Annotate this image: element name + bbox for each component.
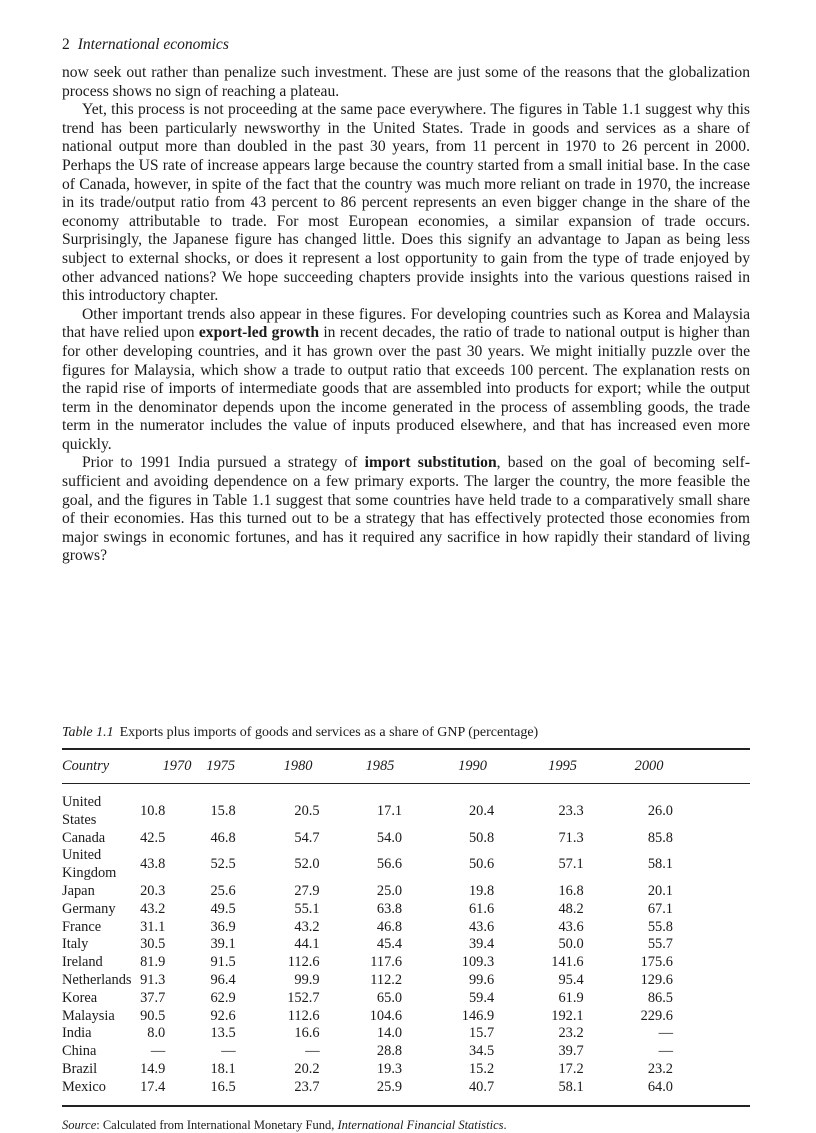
value-cell: 20.1 <box>647 882 673 899</box>
value-cell: 23.2 <box>647 1060 673 1077</box>
value-cell: 63.8 <box>376 900 403 917</box>
column-header-year: 1995 <box>548 749 634 784</box>
value-cell: 192.1 <box>551 1007 584 1024</box>
value-cell: 16.8 <box>558 882 584 899</box>
value-cell: 43.6 <box>468 918 495 935</box>
table-row <box>62 1079 750 1106</box>
table-row <box>62 847 750 883</box>
value-cell: 81.9 <box>140 954 166 971</box>
value-cell: 44.1 <box>294 936 320 953</box>
value-cell: 112.6 <box>287 1007 320 1024</box>
country-cell: India <box>62 1025 92 1042</box>
value-cell: 64.0 <box>647 1078 673 1095</box>
value-cell: 23.3 <box>558 802 584 819</box>
table-header-row <box>62 749 750 784</box>
value-cell: 55.8 <box>647 918 673 935</box>
country-cell: United States <box>62 794 102 828</box>
value-cell: 34.5 <box>468 1043 495 1060</box>
column-header-year: 1975 <box>206 749 283 784</box>
country-cell: Korea <box>62 989 98 1006</box>
value-cell: 61.6 <box>468 900 495 917</box>
value-cell: 104.6 <box>369 1007 403 1024</box>
value-cell: 67.1 <box>647 900 673 917</box>
table-caption <box>62 724 750 742</box>
paragraph <box>62 101 750 306</box>
value-cell: 141.6 <box>551 954 584 971</box>
value-cell: 152.7 <box>287 989 320 1006</box>
value-cell: 43.2 <box>140 900 166 917</box>
value-cell: 43.6 <box>558 918 584 935</box>
table-body <box>62 784 750 1106</box>
value-cell: 99.9 <box>294 971 320 988</box>
body-text <box>62 64 750 566</box>
paragraph <box>62 454 750 566</box>
value-cell: 17.1 <box>376 802 403 819</box>
source-title: International Financial Statistics <box>337 1117 504 1132</box>
country-cell: China <box>62 1043 97 1060</box>
value-cell: 86.5 <box>647 989 673 1006</box>
value-cell: — <box>658 1043 673 1060</box>
value-cell: — <box>658 1025 673 1042</box>
value-cell: 25.0 <box>376 882 403 899</box>
value-cell: 50.6 <box>468 856 495 873</box>
country-cell: Brazil <box>62 1060 98 1077</box>
country-cell: Japan <box>62 882 95 899</box>
value-cell: 91.3 <box>140 971 166 988</box>
value-cell: 109.3 <box>461 954 495 971</box>
value-cell: 175.6 <box>640 954 673 971</box>
value-cell: 61.9 <box>558 989 584 1006</box>
value-cell: 39.1 <box>210 936 236 953</box>
value-cell: 14.0 <box>376 1025 403 1042</box>
table-row <box>62 1061 750 1079</box>
paragraph-text: Prior to 1991 India pursued a strategy of <box>82 454 365 472</box>
value-cell: 15.2 <box>468 1060 495 1077</box>
value-cell: 46.8 <box>210 829 236 846</box>
value-cell: 85.8 <box>647 829 673 846</box>
paragraph-text: in recent decades, the ratio of trade to national output is higher than for other developing countries, and it has grown over the past 30 years. We might initially puzzle over the figures for Malaysia, which show a trade to output ratio that exceeds 100 percent. The explanation rests on the rapid rise of imports of intermediate goods that are assembled into products for export; while the output term in the denominator depends upon the income generated in the process of assembling goods, the trade term in the numerator includes the value of inputs produced elsewhere, and that has increased even more quickly. <box>62 324 750 453</box>
value-cell: 65.0 <box>376 989 403 1006</box>
column-header-year: 1990 <box>458 749 548 784</box>
value-cell: 90.5 <box>140 1007 166 1024</box>
table-caption-label: Table 1.1 <box>62 725 114 740</box>
value-cell: — <box>150 1043 166 1060</box>
value-cell: 43.2 <box>294 918 320 935</box>
page-number: 2 <box>62 36 70 53</box>
value-cell: 57.1 <box>558 856 584 873</box>
value-cell: 58.1 <box>647 856 673 873</box>
value-cell: 37.7 <box>140 989 166 1006</box>
source-text: : Calculated from International Monetary Fund, <box>96 1117 338 1132</box>
value-cell: 96.4 <box>210 971 236 988</box>
table-row <box>62 990 750 1008</box>
table-row <box>62 1008 750 1026</box>
paragraph <box>62 306 750 455</box>
value-cell: 91.5 <box>210 954 236 971</box>
value-cell: 20.2 <box>294 1060 320 1077</box>
value-cell: 26.0 <box>647 802 673 819</box>
value-cell: 27.9 <box>294 882 320 899</box>
value-cell: 52.5 <box>210 856 236 873</box>
value-cell: 48.2 <box>558 900 584 917</box>
column-header-year: 1985 <box>366 749 459 784</box>
value-cell: 16.6 <box>294 1025 320 1042</box>
source-end: . <box>503 1117 507 1132</box>
value-cell: 42.5 <box>140 829 166 846</box>
paragraph-text: now seek out rather than penalize such investment. These are just some of the reasons that the globalization process shows no sign of reaching a plateau. <box>62 64 750 100</box>
running-head <box>62 36 229 54</box>
data-table <box>62 748 750 1107</box>
table-row <box>62 901 750 919</box>
value-cell: 56.6 <box>376 856 403 873</box>
column-header-year: 2000 <box>635 749 750 784</box>
value-cell: 39.7 <box>558 1043 584 1060</box>
value-cell: 28.8 <box>376 1043 403 1060</box>
country-cell: Germany <box>62 900 116 917</box>
value-cell: 49.5 <box>210 900 236 917</box>
paragraph <box>62 64 750 101</box>
value-cell: 71.3 <box>558 829 584 846</box>
value-cell: 43.8 <box>140 856 166 873</box>
country-cell: Canada <box>62 829 106 846</box>
column-header-year: 1980 <box>284 749 366 784</box>
value-cell: 20.4 <box>468 802 495 819</box>
column-header-year: 1970 <box>137 749 207 784</box>
value-cell: 16.5 <box>210 1078 236 1095</box>
value-cell: 23.2 <box>558 1025 584 1042</box>
key-term: export-led growth <box>198 324 319 342</box>
value-cell: 23.7 <box>294 1078 320 1095</box>
value-cell: 62.9 <box>210 989 236 1006</box>
value-cell: 40.7 <box>468 1078 495 1095</box>
table-source-note <box>62 1117 750 1133</box>
value-cell: 14.9 <box>140 1060 166 1077</box>
value-cell: 25.6 <box>210 882 236 899</box>
country-cell: Italy <box>62 936 89 953</box>
country-cell: United Kingdom <box>62 847 117 882</box>
value-cell: 52.0 <box>294 856 320 873</box>
country-cell: Ireland <box>62 954 103 971</box>
table-row <box>62 954 750 972</box>
value-cell: — <box>221 1043 236 1060</box>
value-cell: 19.8 <box>468 882 495 899</box>
running-head-title: International economics <box>77 36 229 53</box>
table-row <box>62 883 750 901</box>
table-row <box>62 919 750 937</box>
value-cell: 15.7 <box>468 1025 495 1042</box>
value-cell: 19.3 <box>376 1060 403 1077</box>
value-cell: 17.2 <box>558 1060 584 1077</box>
value-cell: 45.4 <box>376 936 403 953</box>
country-cell: Netherlands <box>62 971 132 988</box>
value-cell: 10.8 <box>140 802 166 819</box>
table-row <box>62 1025 750 1043</box>
table-row <box>62 784 750 830</box>
country-cell: Mexico <box>62 1078 106 1095</box>
key-term: import substitution <box>364 454 497 472</box>
value-cell: 15.8 <box>210 802 236 819</box>
table-1-1 <box>62 724 750 1133</box>
table-row <box>62 830 750 848</box>
value-cell: 20.3 <box>140 882 166 899</box>
paragraph-text: Other important trends also appear in these figures. For developing countries such as Korea and Malaysia that have relied upon <box>62 305 750 342</box>
value-cell: 36.9 <box>210 918 236 935</box>
paragraph-text: , based on the goal of becoming self-sufficient and avoiding dependence on a few primary exports. The larger the country, the more feasible the goal, and the figures in Table 1.1 suggest that some countries have held trade to a comparatively small share of their economies. Has this turned out to be a strategy that has effectively protected those economies from major swings in economic fortunes, and has it required any sacrifice in how rapidly their standard of living grows? <box>62 454 751 565</box>
value-cell: 31.1 <box>140 918 166 935</box>
value-cell: 55.7 <box>647 936 673 953</box>
value-cell: 54.0 <box>376 829 403 846</box>
column-header-country: Country <box>62 749 137 784</box>
value-cell: 95.4 <box>558 971 584 988</box>
value-cell: — <box>305 1043 320 1060</box>
table-row <box>62 1043 750 1061</box>
value-cell: 50.8 <box>468 829 495 846</box>
paragraph-text: Yet, this process is not proceeding at the same pace everywhere. The figures in Table 1.1 suggest why this trend has been particularly newsworthy in the United States. Trade in goods and services as a share of national output more than doubled in the past 30 years, from 11 percent in 1970 to 26 percent in 2000. Perhaps the US rate of increase appears large because the country started from a small initial base. In the case of Canada, however, in spite of the fact that the country was much more reliant on trade in 1970, the increase in its trade/output ratio from 43 percent to 86 percent represents an even bigger change in the share of the economy attributable to trade. For most European economies, a similar expansion of trade occurs. Surprisingly, the Japanese figure has changed little. Does this signify an advantage to Japan as being less subject to external shocks, or does it represent a lost opportunity to gain from the type of trade enjoyed by other advanced nations? We hope succeeding chapters provide insights into the various questions raised in this introductory chapter. <box>62 101 750 305</box>
value-cell: 117.6 <box>370 954 403 971</box>
country-cell: France <box>62 918 102 935</box>
value-cell: 13.5 <box>210 1025 236 1042</box>
value-cell: 59.4 <box>468 989 495 1006</box>
value-cell: 229.6 <box>640 1007 673 1024</box>
value-cell: 20.5 <box>294 802 320 819</box>
value-cell: 39.4 <box>468 936 495 953</box>
table-row <box>62 972 750 990</box>
value-cell: 58.1 <box>558 1078 584 1095</box>
value-cell: 18.1 <box>210 1060 236 1077</box>
country-cell: Malaysia <box>62 1007 115 1024</box>
value-cell: 99.6 <box>468 971 495 988</box>
value-cell: 129.6 <box>640 971 673 988</box>
value-cell: 50.0 <box>558 936 584 953</box>
value-cell: 55.1 <box>294 900 320 917</box>
table-row <box>62 936 750 954</box>
value-cell: 17.4 <box>140 1078 166 1095</box>
source-label: Source <box>62 1117 97 1132</box>
table-caption-text: Exports plus imports of goods and services as a share of GNP (percentage) <box>119 725 539 740</box>
value-cell: 54.7 <box>294 829 320 846</box>
value-cell: 112.6 <box>287 954 320 971</box>
value-cell: 112.2 <box>370 971 403 988</box>
value-cell: 146.9 <box>461 1007 495 1024</box>
value-cell: 25.9 <box>376 1078 403 1095</box>
value-cell: 8.0 <box>147 1025 166 1042</box>
value-cell: 46.8 <box>376 918 403 935</box>
value-cell: 92.6 <box>210 1007 236 1024</box>
value-cell: 30.5 <box>140 936 166 953</box>
